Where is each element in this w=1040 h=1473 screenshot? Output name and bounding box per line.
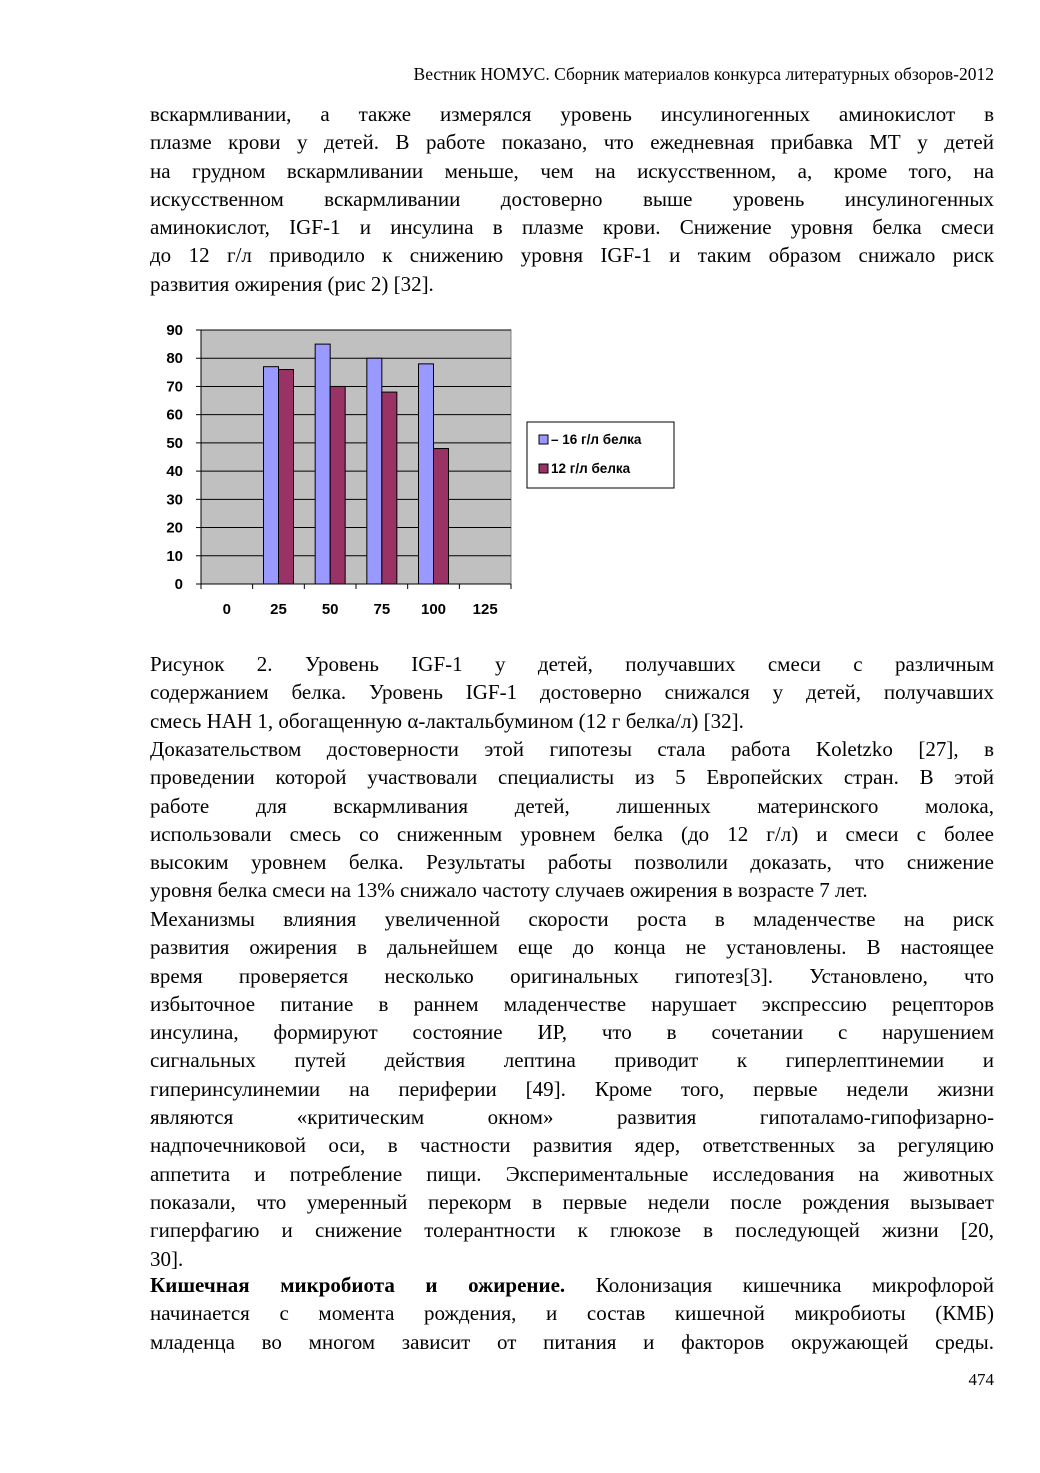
text-line: Доказательством достоверности этой гипотезы стала работа Koletzko [27], в bbox=[150, 737, 994, 761]
legend-swatch bbox=[539, 435, 548, 444]
bar bbox=[382, 392, 397, 584]
page-number: 474 bbox=[968, 1370, 994, 1389]
y-tick-label: 10 bbox=[166, 547, 183, 565]
bar bbox=[419, 364, 434, 584]
text-line: работе для вскармливания детей, лишенных материнского молока, bbox=[150, 793, 994, 818]
text-line bbox=[150, 1271, 994, 1299]
section-heading: Кишечная микробиота и ожирение. bbox=[150, 1273, 566, 1297]
caption-line: содержанием белка. Уровень IGF-1 достоверно снижался у детей, получавших bbox=[150, 680, 994, 705]
y-tick-label: 20 bbox=[166, 519, 183, 537]
y-tick-label: 50 bbox=[166, 434, 183, 452]
y-tick-label: 0 bbox=[174, 576, 183, 593]
text-line: вскармливании, а также измерялся уровень инсулиногенных аминокислот в bbox=[150, 102, 994, 126]
chart-svg bbox=[155, 318, 685, 628]
bar bbox=[315, 344, 330, 584]
text-line: гиперфагию и снижение толерантности к глюкозе в последующей жизни [20, bbox=[150, 1218, 994, 1243]
y-tick-label: 40 bbox=[166, 463, 183, 481]
plot-area bbox=[201, 330, 511, 584]
text-line: являются «критическим окном» развития гипоталамо-гипофизарно- bbox=[150, 1105, 994, 1130]
heading-continuation: Колонизация кишечника микрофлорой bbox=[565, 1273, 994, 1297]
legend-label: – 16 г/л белка bbox=[551, 432, 642, 447]
bar bbox=[264, 367, 279, 584]
text-line: надпочечниковой оси, в частности развития ядер, ответственных за регуляцию bbox=[150, 1133, 994, 1158]
igf1-bar-chart bbox=[155, 318, 685, 628]
text-line: до 12 г/л приводило к снижению уровня IGF-1 и таким образом снижало риск bbox=[150, 243, 994, 268]
text-line: аминокислот, IGF-1 и инсулина в плазме крови. Снижение уровня белка смеси bbox=[150, 215, 994, 240]
x-tick-label: 50 bbox=[321, 601, 339, 618]
text-line: избыточное питание в раннем младенчестве нарушает экспрессию рецепторов bbox=[150, 991, 994, 1016]
text-line: развития ожирения в дальнейшем еще до конца не установлены. В настоящее bbox=[150, 935, 994, 960]
x-tick-label: 75 bbox=[373, 601, 391, 618]
y-tick-label: 70 bbox=[166, 378, 183, 396]
text-line: на грудном вскармливании меньше, чем на искусственном, а, кроме того, на bbox=[150, 158, 994, 183]
legend-swatch bbox=[539, 464, 548, 473]
x-tick-label: 25 bbox=[270, 601, 287, 618]
text-line: проведении которой участвовали специалисты из 5 Европейских стран. В этой bbox=[150, 765, 994, 790]
bar bbox=[367, 358, 382, 584]
text-line: искусственном вскармливании достоверно выше уровень инсулиногенных bbox=[150, 186, 994, 211]
text-line: использовали смесь со сниженным уровнем белка (до 12 г/л) и смеси с более bbox=[150, 821, 994, 846]
text-line: 30]. bbox=[150, 1246, 184, 1271]
paragraph-4 bbox=[150, 1271, 994, 1356]
caption-line: смесь НАН 1, обогащенную α-лактальбумином (12 г белка/л) [32]. bbox=[150, 708, 744, 733]
text-line: показали, что умеренный перекорм в первые недели после рождения вызывает bbox=[150, 1189, 994, 1214]
caption-line: Рисунок 2. Уровень IGF-1 у детей, получавших смеси с различным bbox=[150, 652, 994, 676]
x-tick-label: 100 bbox=[420, 601, 447, 618]
text-line: время проверяется несколько оригинальных гипотез[3]. Установлено, что bbox=[150, 963, 994, 988]
text-line: начинается с момента рождения, и состав кишечной микробиоты (КМБ) bbox=[150, 1301, 994, 1326]
text-line: плазме крови у детей. В работе показано, что ежедневная прибавка МТ у детей bbox=[150, 130, 994, 155]
bar bbox=[330, 386, 345, 584]
y-tick-label: 60 bbox=[166, 406, 183, 424]
y-tick-label: 30 bbox=[166, 491, 183, 509]
text-line: высоким уровнем белка. Результаты работы позволили доказать, что снижение bbox=[150, 850, 994, 875]
paragraph-1 bbox=[150, 100, 994, 298]
text-line: младенца во многом зависит от питания и факторов окружающей среды. bbox=[150, 1329, 994, 1354]
text-line: Механизмы влияния увеличенной скорости роста в младенчестве на риск bbox=[150, 907, 994, 931]
paragraph-2 bbox=[150, 735, 994, 905]
x-tick-label: 125 bbox=[472, 601, 498, 618]
legend-label: 12 г/л белка bbox=[551, 461, 631, 476]
bar bbox=[434, 449, 449, 584]
paragraph-3 bbox=[150, 905, 994, 1273]
bar bbox=[279, 370, 294, 584]
text-line: уровня белка смеси на 13% снижало частоту случаев ожирения в возрасте 7 лет. bbox=[150, 878, 868, 903]
text-line: развития ожирения (рис 2) [32]. bbox=[150, 271, 434, 296]
x-tick-label: 0 bbox=[222, 601, 232, 618]
figure-caption bbox=[150, 650, 994, 735]
text-line: аппетита и потребление пищи. Экспериментальные исследования на животных bbox=[150, 1161, 994, 1186]
text-line: гиперинсулинемии на периферии [49]. Кроме того, первые недели жизни bbox=[150, 1076, 994, 1101]
text-line: сигнальных путей действия лептина приводит к гиперлептинемии и bbox=[150, 1048, 994, 1073]
y-tick-label: 90 bbox=[166, 322, 183, 339]
running-header: Вестник НОМУС. Сборник материалов конкурса литературных обзоров-2012 bbox=[413, 64, 994, 84]
text-line: инсулина, формируют состояние ИР, что в сочетании с нарушением bbox=[150, 1020, 994, 1045]
y-tick-label: 80 bbox=[166, 350, 183, 368]
